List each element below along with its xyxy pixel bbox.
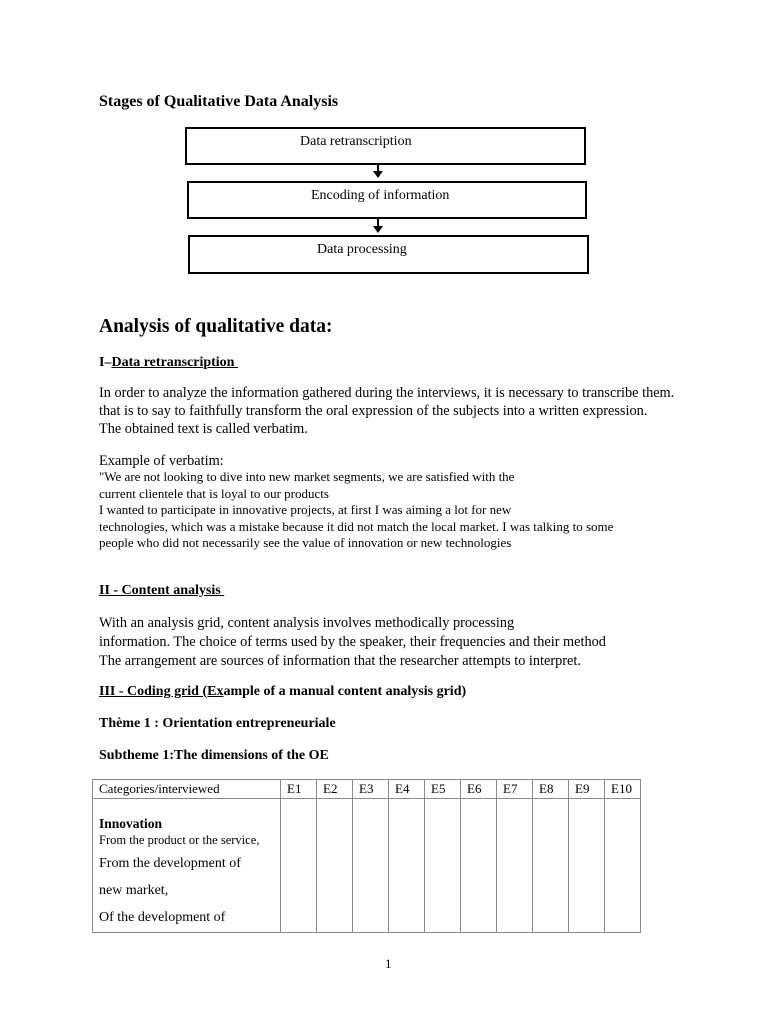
table-cell <box>605 799 641 933</box>
table-cell <box>281 799 317 933</box>
section1-para-line: The obtained text is called verbatim. <box>99 421 308 437</box>
heading-underline-tail <box>221 583 237 599</box>
section1-heading <box>99 355 290 371</box>
table-header-cell: Categories/interviewed <box>93 780 281 799</box>
section2-heading <box>99 583 237 599</box>
category-cell-innovation <box>93 799 281 933</box>
heading-underline-tail <box>234 355 290 371</box>
analysis-title: Analysis of qualitative data: <box>99 316 333 337</box>
table-cell <box>353 799 389 933</box>
table-header-cell: E2 <box>317 780 353 799</box>
category-title: Innovation <box>99 816 163 831</box>
table-header-cell: E4 <box>389 780 425 799</box>
table-header-cell: E8 <box>533 780 569 799</box>
flow-box-label: Encoding of information <box>311 188 450 203</box>
flow-box-encoding <box>187 181 587 219</box>
section1-para-line: that is to say to faithfully transform the oral expression of the subjects into a written expression. <box>99 403 648 419</box>
table-cell <box>389 799 425 933</box>
section3-heading-underlined: III - Coding grid (Ex <box>99 684 224 699</box>
table-cell <box>425 799 461 933</box>
section1-heading-prefix: I– <box>99 355 112 370</box>
section3-heading-rest: ample of a manual content analysis grid) <box>223 684 467 699</box>
table-row <box>93 799 641 933</box>
subtheme-title: Subtheme 1:The dimensions of the OE <box>99 748 329 763</box>
section2-para-line: The arrangement are sources of information that the researcher attempts to interpret. <box>99 653 581 669</box>
category-line: Of the development of <box>99 910 226 925</box>
stages-title: Stages of Qualitative Data Analysis <box>99 93 339 110</box>
table-header-cell: E9 <box>569 780 605 799</box>
table-header-cell: E6 <box>461 780 497 799</box>
coding-grid-table <box>92 779 641 933</box>
table-cell <box>497 799 533 933</box>
flow-box-label: Data retranscription <box>300 134 412 149</box>
table-cell <box>533 799 569 933</box>
verbatim-line: "We are not looking to dive into new market segments, we are satisfied with the <box>99 469 515 484</box>
theme-title: Thème 1 : Orientation entrepreneuriale <box>99 716 336 731</box>
table-header-cell: E10 <box>605 780 641 799</box>
verbatim-line: people who did not necessarily see the value of innovation or new technologies <box>99 535 512 550</box>
verbatim-line: current clientele that is loyal to our products <box>99 485 329 501</box>
verbatim-line: technologies, which was a mistake because it did not match the local market. I was talking to some <box>99 518 614 534</box>
verbatim-line: I wanted to participate in innovative projects, at first I was aiming a lot for new <box>99 502 512 517</box>
example-label: Example of verbatim: <box>99 453 224 469</box>
table-header-cell: E7 <box>497 780 533 799</box>
flow-box-retranscription <box>185 127 586 165</box>
table-header-cell: E1 <box>281 780 317 799</box>
section2-para-line: information. The choice of terms used by the speaker, their frequencies and their method <box>99 634 606 650</box>
section3-heading <box>99 684 466 700</box>
table-cell <box>461 799 497 933</box>
table-header-cell: E3 <box>353 780 389 799</box>
section2-heading-text: II - Content analysis <box>99 583 221 598</box>
section2-para-line: With an analysis grid, content analysis involves methodically processing <box>99 615 515 631</box>
category-line: From the product or the service, <box>99 833 260 847</box>
table-header-cell: E5 <box>425 780 461 799</box>
category-line: From the development of <box>99 856 241 871</box>
flow-box-label: Data processing <box>317 242 407 257</box>
table-cell <box>317 799 353 933</box>
page-number: 1 <box>385 956 392 971</box>
section1-para-line: In order to analyze the information gathered during the interviews, it is necessary to transcribe them. <box>99 385 675 401</box>
category-line: new market, <box>99 883 169 898</box>
table-cell <box>569 799 605 933</box>
section1-heading-text: Data retranscription <box>111 355 235 370</box>
table-header-row <box>93 780 641 799</box>
flow-box-processing <box>188 235 589 274</box>
